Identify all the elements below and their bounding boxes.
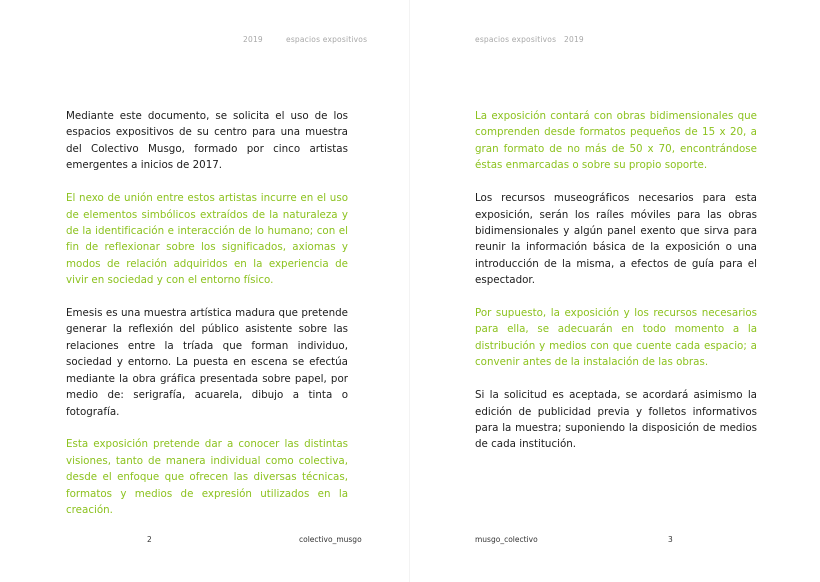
footer-label: musgo_colectivo bbox=[475, 535, 538, 544]
page-number: 3 bbox=[668, 535, 673, 544]
paragraph: Mediante este documento, se solicita el uso de los espacios expositivos de su centro para una muestra del Colectivo Musgo, formado por cinco artistas emergentes a inicios de 2017. bbox=[66, 110, 348, 172]
paragraph-highlight: Por supuesto, la exposición y los recursos necesarios para ella, se adecuarán en todo momento a la distribución y medios con que cuente cada espacio; a convenir antes de la instalación de las obras. bbox=[475, 307, 757, 369]
header-year: 2019 bbox=[564, 35, 584, 44]
right-page bbox=[410, 0, 820, 582]
body-text bbox=[66, 108, 348, 535]
paragraph-highlight: La exposición contará con obras bidimensionales que comprenden desde formatos pequeños de 15 x 20, a gran formato de no más de 50 x 70, encontrándose éstas enmarcadas o sobre su propio soporte. bbox=[475, 110, 757, 172]
header-section: espacios expositivos bbox=[286, 35, 368, 44]
paragraph: Emesis es una muestra artística madura que pretende generar la reflexión del público asistente sobre las relaciones entre la tríada que forman individuo, sociedad y entorno. La puesta en escena se efectúa mediante la obra gráfica presentada sobre papel, por medio de: serigrafía, acuarela, dibujo a tinta o fotografía. bbox=[66, 307, 348, 418]
body-text bbox=[475, 108, 757, 469]
paragraph: Los recursos museográficos necesarios para esta exposición, serán los raíles móviles para las obras bidimensionales y algún panel exento que sirva para reunir la información básica de la exposición o una introducción de la misma, a efectos de guía para el espectador. bbox=[475, 192, 757, 287]
header-section: espacios expositivos bbox=[475, 35, 557, 44]
footer-label: colectivo_musgo bbox=[299, 535, 362, 544]
paragraph-highlight: El nexo de unión entre estos artistas incurre en el uso de elementos simbólicos extraídos de la naturaleza y de la identificación e interacción de lo humano; con el fin de reflexionar sobre los significados, axiomas y modos de relación adquiridos en la experiencia de vivir en sociedad y con el entorno físico. bbox=[66, 192, 348, 287]
paragraph: Si la solicitud es aceptada, se acordará asimismo la edición de publicidad previa y folletos informativos para la muestra; suponiendo la disposición de medios de cada institución. bbox=[475, 389, 757, 451]
page-number: 2 bbox=[147, 535, 152, 544]
header-year: 2019 bbox=[243, 35, 263, 44]
paragraph-highlight: Esta exposición pretende dar a conocer las distintas visiones, tanto de manera individual como colectiva, desde el enfoque que ofrecen las diversas técnicas, formatos y medios de expresión utilizados en la creación. bbox=[66, 438, 348, 517]
